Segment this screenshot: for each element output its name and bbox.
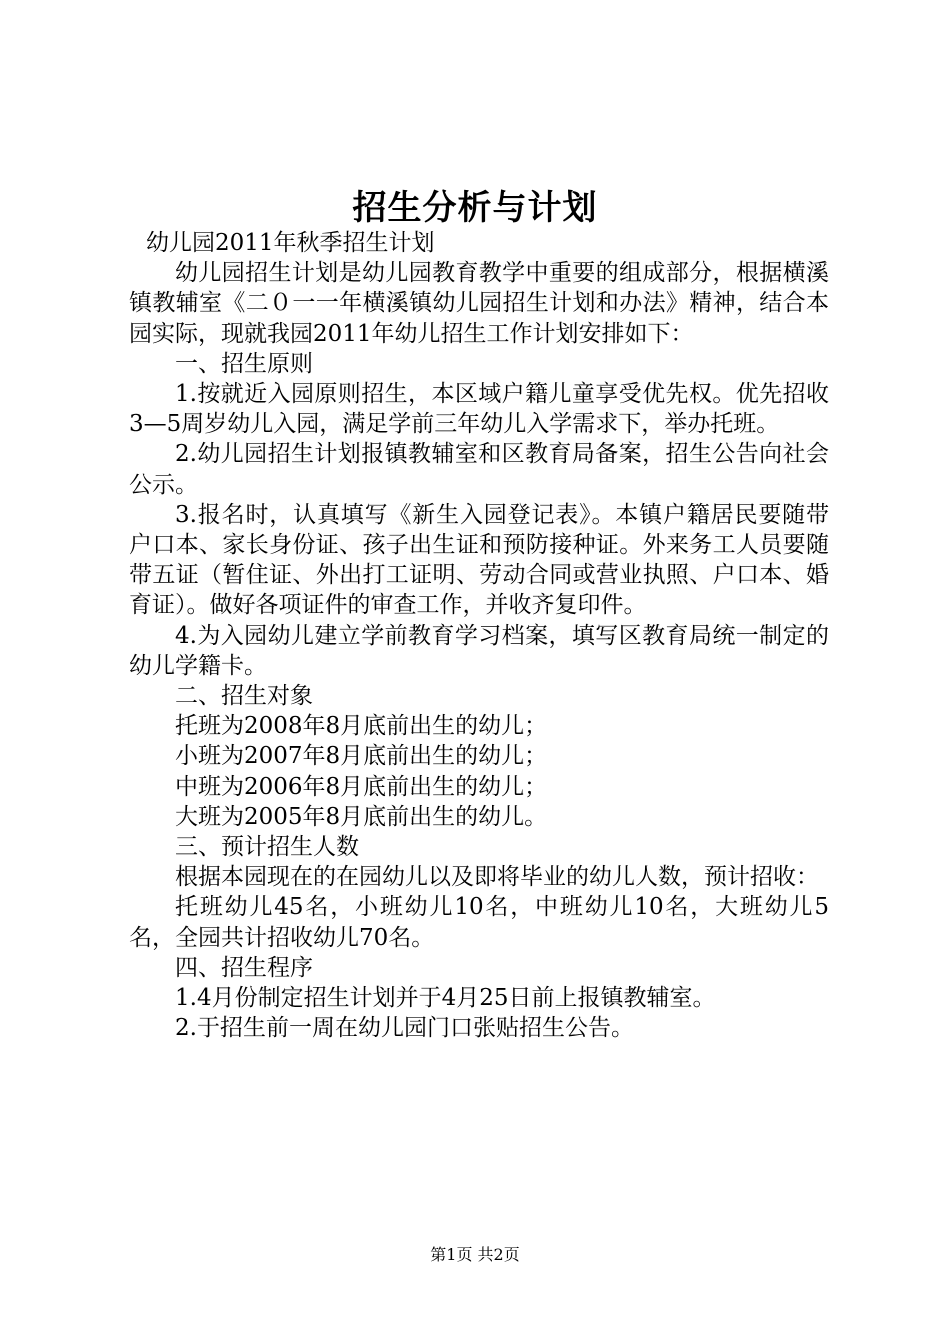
paragraph-principle-3: 3.报名时，认真填写《新生入园登记表》。本镇户籍居民要随带户口本、家长身份证、孩子出生证和预防接种证。外来务工人员要随带五证（暂住证、外出打工证明、劳动合同或营业执照、户口本、婚育证）。做好各项证件的审查工作，并收齐复印件。 xyxy=(129,501,829,619)
paragraph-subtitle: 幼儿园2011年秋季招生计划 xyxy=(146,230,435,256)
paragraph-principle-1: 1.按就近入园原则招生，本区域户籍儿童享受优先权。优先招收3—5周岁幼儿入园，满足学前三年幼儿入学需求下，举办托班。 xyxy=(129,381,829,438)
paragraph-procedure-1: 1.4月份制定招生计划并于4月25日前上报镇教辅室。 xyxy=(175,985,716,1012)
page-footer: 第1页 共2页 xyxy=(430,1245,520,1264)
paragraph-target-toddler: 托班为2008年8月底前出生的幼儿； xyxy=(175,713,548,740)
paragraph-enrollment-numbers: 托班幼儿45名，小班幼儿10名，中班幼儿10名，大班幼儿5名，全园共计招收幼儿70名。 xyxy=(129,894,829,951)
paragraph-intro: 幼儿园招生计划是幼儿园教育教学中重要的组成部分，根据横溪镇教辅室《二０一一年横溪镇幼儿园招生计划和办法》精神，结合本园实际，现就我园2011年幼儿招生工作计划安排如下： xyxy=(129,260,829,347)
section-heading-targets: 二、招生对象 xyxy=(175,683,313,710)
section-heading-enrollment-count: 三、预计招生人数 xyxy=(175,834,359,861)
section-heading-procedure: 四、招生程序 xyxy=(175,954,313,981)
document-body xyxy=(129,228,829,1043)
paragraph-principle-2: 2.幼儿园招生计划报镇教辅室和区教育局备案，招生公告向社会公示。 xyxy=(129,441,829,498)
paragraph-enrollment-basis: 根据本园现在的在园幼儿以及即将毕业的幼儿人数，预计招收： xyxy=(175,864,819,891)
paragraph-principle-4: 4.为入园幼儿建立学前教育学习档案，填写区教育局统一制定的幼儿学籍卡。 xyxy=(129,622,829,679)
paragraph-procedure-2: 2.于招生前一周在幼儿园门口张贴招生公告。 xyxy=(175,1015,634,1042)
paragraph-target-large: 大班为2005年8月底前出生的幼儿。 xyxy=(175,803,548,830)
paragraph-target-small: 小班为2007年8月底前出生的幼儿； xyxy=(175,743,548,770)
section-heading-principles: 一、招生原则 xyxy=(175,350,313,377)
document-title: 招生分析与计划 xyxy=(352,188,598,228)
paragraph-target-middle: 中班为2006年8月底前出生的幼儿； xyxy=(175,773,548,800)
